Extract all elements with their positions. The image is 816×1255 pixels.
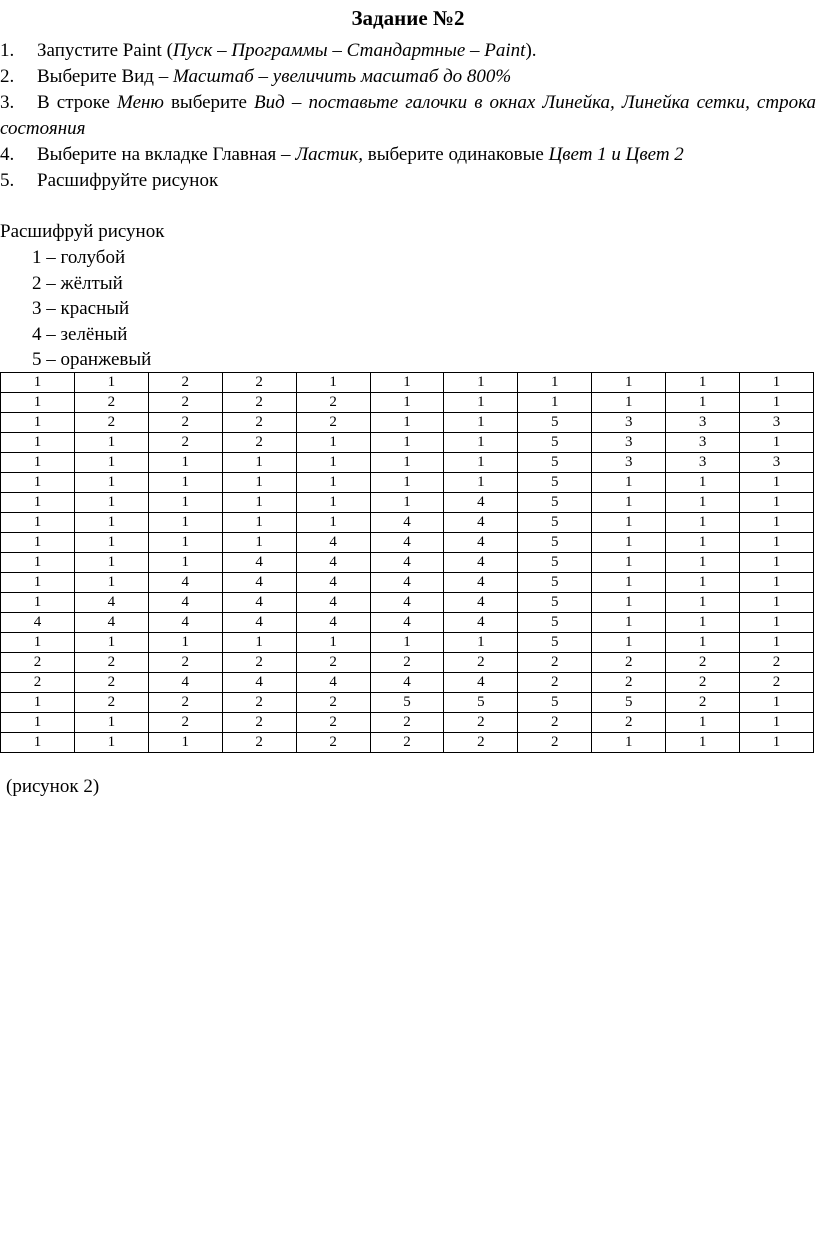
grid-cell: 1 (370, 493, 444, 513)
grid-cell: 1 (148, 633, 222, 653)
grid-cell: 3 (740, 413, 814, 433)
grid-cell: 5 (444, 693, 518, 713)
grid-cell: 1 (1, 593, 75, 613)
grid-cell: 2 (222, 433, 296, 453)
grid-cell: 2 (222, 713, 296, 733)
grid-cell: 1 (296, 433, 370, 453)
step-text-italic: Меню (117, 92, 164, 113)
grid-cell: 1 (444, 373, 518, 393)
grid-cell: 1 (222, 513, 296, 533)
grid-cell: 4 (222, 553, 296, 573)
grid-cell: 4 (444, 553, 518, 573)
grid-cell: 1 (518, 393, 592, 413)
grid-cell: 1 (592, 493, 666, 513)
grid-cell: 4 (444, 533, 518, 553)
figure-caption: (рисунок 2) (6, 776, 100, 797)
grid-cell: 1 (1, 513, 75, 533)
grid-cell: 1 (444, 473, 518, 493)
grid-cell: 2 (148, 433, 222, 453)
grid-row (1, 473, 814, 493)
grid-cell: 2 (444, 733, 518, 753)
grid-cell: 1 (74, 473, 148, 493)
step-number: 3. (0, 92, 15, 113)
grid-cell: 5 (518, 433, 592, 453)
step-text-italic: Цвет 1 и Цвет 2 (548, 144, 684, 165)
grid-cell: 1 (370, 453, 444, 473)
grid-cell: 1 (1, 693, 75, 713)
grid-cell: 2 (518, 713, 592, 733)
grid-cell: 1 (740, 613, 814, 633)
grid-cell: 1 (740, 513, 814, 533)
grid-cell: 5 (592, 693, 666, 713)
grid-cell: 1 (740, 713, 814, 733)
grid-cell: 4 (370, 533, 444, 553)
instruction-step (0, 64, 816, 90)
grid-row (1, 553, 814, 573)
grid-row (1, 513, 814, 533)
grid-cell: 2 (592, 653, 666, 673)
grid-cell: 1 (222, 473, 296, 493)
grid-cell: 3 (666, 413, 740, 433)
grid-cell: 2 (74, 393, 148, 413)
grid-cell: 2 (518, 673, 592, 693)
grid-cell: 1 (222, 493, 296, 513)
grid-cell: 1 (592, 473, 666, 493)
grid-cell: 5 (518, 633, 592, 653)
grid-cell: 4 (370, 673, 444, 693)
grid-cell: 2 (222, 733, 296, 753)
grid-cell: 2 (370, 653, 444, 673)
grid-row (1, 393, 814, 413)
step-text-italic: Пуск – Программы – Стандартные – Paint (172, 40, 526, 61)
instruction-step (0, 142, 816, 168)
grid-cell: 1 (296, 633, 370, 653)
step-number: 4. (0, 144, 15, 165)
step-text: В строке (37, 92, 118, 113)
grid-cell: 1 (666, 633, 740, 653)
grid-cell: 1 (74, 553, 148, 573)
instruction-step (0, 38, 816, 64)
grid-cell: 5 (518, 613, 592, 633)
grid-cell: 1 (666, 553, 740, 573)
grid-cell: 1 (370, 373, 444, 393)
grid-cell: 1 (148, 553, 222, 573)
grid-cell: 1 (740, 573, 814, 593)
grid-cell: 1 (296, 513, 370, 533)
grid-cell: 4 (148, 593, 222, 613)
grid-cell: 1 (222, 453, 296, 473)
legend-item: 2 – жёлтый (32, 272, 123, 294)
grid-cell: 1 (666, 373, 740, 393)
grid-cell: 4 (296, 613, 370, 633)
grid-cell: 2 (296, 653, 370, 673)
grid-cell: 3 (666, 453, 740, 473)
grid-cell: 1 (666, 593, 740, 613)
grid-cell: 2 (222, 653, 296, 673)
grid-cell: 1 (296, 373, 370, 393)
grid-cell: 2 (148, 393, 222, 413)
grid-cell: 1 (296, 493, 370, 513)
grid-cell: 2 (74, 693, 148, 713)
step-text: ). (525, 40, 537, 61)
grid-cell: 4 (370, 573, 444, 593)
grid-cell: 2 (740, 653, 814, 673)
grid-cell: 1 (1, 553, 75, 573)
grid-cell: 1 (740, 553, 814, 573)
decode-heading: Расшифруй рисунок (0, 221, 165, 242)
grid-cell: 1 (666, 473, 740, 493)
grid-cell: 1 (148, 473, 222, 493)
grid-cell: 2 (444, 653, 518, 673)
grid-cell: 4 (296, 673, 370, 693)
grid-cell: 1 (740, 493, 814, 513)
grid-cell: 2 (148, 693, 222, 713)
grid-cell: 4 (222, 573, 296, 593)
page-title: Задание №2 (351, 6, 465, 30)
grid-cell: 1 (1, 533, 75, 553)
grid-cell: 4 (1, 613, 75, 633)
grid-cell: 5 (518, 593, 592, 613)
grid-cell: 3 (592, 413, 666, 433)
grid-cell: 1 (666, 513, 740, 533)
grid-cell: 4 (222, 593, 296, 613)
grid-cell: 1 (666, 733, 740, 753)
grid-cell: 3 (740, 453, 814, 473)
grid-cell: 2 (222, 413, 296, 433)
grid-cell: 1 (1, 373, 75, 393)
grid-cell: 1 (1, 573, 75, 593)
step-text-italic: Масштаб – увеличить масштаб до 800% (172, 66, 512, 87)
grid-cell: 2 (444, 713, 518, 733)
grid-row (1, 653, 814, 673)
grid-cell: 4 (74, 613, 148, 633)
color-legend (32, 245, 151, 373)
grid-cell: 2 (666, 673, 740, 693)
grid-cell: 1 (444, 453, 518, 473)
grid-cell: 5 (370, 693, 444, 713)
grid-cell: 1 (1, 433, 75, 453)
grid-row (1, 373, 814, 393)
grid-cell: 1 (740, 433, 814, 453)
grid-row (1, 573, 814, 593)
grid-cell: 2 (148, 713, 222, 733)
grid-cell: 5 (518, 453, 592, 473)
grid-cell: 1 (666, 393, 740, 413)
grid-row (1, 713, 814, 733)
grid-cell: 2 (592, 713, 666, 733)
grid-cell: 4 (296, 533, 370, 553)
grid-cell: 1 (148, 513, 222, 533)
grid-cell: 4 (370, 553, 444, 573)
grid-cell: 4 (370, 593, 444, 613)
grid-cell: 5 (518, 493, 592, 513)
grid-cell: 5 (518, 693, 592, 713)
grid-cell: 3 (666, 433, 740, 453)
grid-cell: 2 (666, 653, 740, 673)
grid-row (1, 733, 814, 753)
grid-cell: 1 (370, 413, 444, 433)
legend-item: 5 – оранжевый (32, 349, 152, 370)
grid-cell: 5 (518, 413, 592, 433)
grid-cell: 5 (518, 573, 592, 593)
grid-row (1, 613, 814, 633)
step-text: Выберите на вкладке Главная – (37, 144, 296, 165)
grid-cell: 1 (370, 473, 444, 493)
grid-cell: 1 (592, 593, 666, 613)
grid-cell: 2 (222, 393, 296, 413)
grid-row (1, 533, 814, 553)
grid-cell: 1 (666, 493, 740, 513)
grid-cell: 4 (370, 613, 444, 633)
legend-item: 4 – зелёный (32, 323, 128, 345)
grid-row (1, 593, 814, 613)
grid-cell: 1 (74, 493, 148, 513)
grid-cell: 1 (148, 733, 222, 753)
grid-cell: 4 (444, 573, 518, 593)
step-number: 1. (0, 40, 15, 61)
grid-cell: 2 (222, 373, 296, 393)
grid-cell: 1 (740, 533, 814, 553)
step-text: Выберите Вид – (37, 66, 173, 87)
step-text: выберите (163, 92, 255, 113)
instruction-step (0, 90, 816, 142)
grid-cell: 3 (592, 433, 666, 453)
grid-cell: 1 (74, 453, 148, 473)
grid-row (1, 633, 814, 653)
instruction-step (0, 168, 816, 194)
grid-cell: 5 (518, 473, 592, 493)
grid-cell: 1 (592, 513, 666, 533)
grid-cell: 1 (74, 513, 148, 533)
grid-cell: 4 (444, 513, 518, 533)
grid-cell: 1 (740, 693, 814, 713)
grid-cell: 2 (370, 713, 444, 733)
grid-cell: 1 (296, 473, 370, 493)
grid-cell: 2 (518, 733, 592, 753)
grid-cell: 4 (296, 573, 370, 593)
grid-cell: 2 (296, 713, 370, 733)
grid-cell: 2 (296, 693, 370, 713)
grid-cell: 3 (592, 453, 666, 473)
grid-cell: 1 (74, 713, 148, 733)
grid-cell: 1 (1, 453, 75, 473)
grid-cell: 1 (370, 633, 444, 653)
grid-cell: 2 (592, 673, 666, 693)
grid-cell: 1 (370, 393, 444, 413)
grid-cell: 2 (1, 673, 75, 693)
grid-cell: 1 (518, 373, 592, 393)
grid-cell: 4 (444, 613, 518, 633)
grid-cell: 1 (74, 633, 148, 653)
step-text: Расшифруйте рисунок (37, 170, 219, 191)
grid-cell: 1 (74, 373, 148, 393)
grid-cell: 1 (740, 373, 814, 393)
grid-cell: 1 (740, 733, 814, 753)
grid-cell: 5 (518, 533, 592, 553)
grid-row (1, 453, 814, 473)
grid-cell: 1 (740, 633, 814, 653)
grid-cell: 1 (592, 393, 666, 413)
grid-cell: 1 (444, 413, 518, 433)
grid-cell: 1 (296, 453, 370, 473)
grid-row (1, 493, 814, 513)
grid-cell: 1 (148, 533, 222, 553)
grid-row (1, 433, 814, 453)
grid-cell: 1 (1, 713, 75, 733)
grid-cell: 1 (592, 553, 666, 573)
legend-item: 1 – голубой (32, 247, 126, 268)
grid-cell: 5 (518, 553, 592, 573)
grid-cell: 1 (740, 593, 814, 613)
grid-cell: 5 (518, 513, 592, 533)
step-number: 2. (0, 66, 15, 87)
grid-cell: 1 (592, 533, 666, 553)
grid-cell: 4 (296, 553, 370, 573)
grid-cell: 4 (444, 493, 518, 513)
grid-cell: 1 (592, 633, 666, 653)
grid-cell: 1 (74, 433, 148, 453)
grid-cell: 4 (296, 593, 370, 613)
grid-cell: 2 (222, 693, 296, 713)
grid-cell: 2 (518, 653, 592, 673)
grid-cell: 4 (222, 613, 296, 633)
grid-row (1, 693, 814, 713)
grid-cell: 2 (148, 373, 222, 393)
grid-cell: 1 (592, 733, 666, 753)
grid-cell: 4 (222, 673, 296, 693)
grid-cell: 1 (592, 373, 666, 393)
grid-cell: 2 (296, 393, 370, 413)
grid-cell: 1 (666, 713, 740, 733)
grid-cell: 2 (370, 733, 444, 753)
grid-row (1, 673, 814, 693)
grid-cell: 2 (666, 693, 740, 713)
grid-cell: 4 (148, 573, 222, 593)
grid-cell: 1 (444, 393, 518, 413)
grid-cell: 1 (666, 613, 740, 633)
grid-cell: 1 (1, 633, 75, 653)
grid-cell: 1 (1, 733, 75, 753)
grid-cell: 2 (74, 673, 148, 693)
grid-cell: 1 (222, 533, 296, 553)
grid-cell: 1 (592, 613, 666, 633)
grid-cell: 1 (1, 473, 75, 493)
grid-cell: 1 (666, 533, 740, 553)
legend-item: 3 – красный (32, 298, 130, 319)
grid-cell: 4 (148, 613, 222, 633)
grid-cell: 1 (74, 533, 148, 553)
grid-cell: 2 (74, 653, 148, 673)
grid-cell: 1 (148, 453, 222, 473)
grid-cell: 1 (1, 393, 75, 413)
step-number: 5. (0, 170, 15, 191)
grid-cell: 1 (74, 573, 148, 593)
instruction-list (0, 38, 816, 194)
grid-cell: 4 (444, 673, 518, 693)
grid-cell: 1 (370, 433, 444, 453)
grid-cell: 2 (296, 413, 370, 433)
grid-cell: 1 (222, 633, 296, 653)
grid-cell: 1 (666, 573, 740, 593)
grid-cell: 2 (1, 653, 75, 673)
grid-cell: 1 (740, 473, 814, 493)
grid-cell: 1 (1, 413, 75, 433)
grid-cell: 2 (148, 653, 222, 673)
grid-cell: 1 (148, 493, 222, 513)
grid-cell: 1 (444, 433, 518, 453)
step-text: выберите одинаковые (362, 144, 549, 165)
grid-cell: 1 (444, 633, 518, 653)
pixel-grid-table (0, 372, 814, 753)
grid-cell: 4 (370, 513, 444, 533)
grid-cell: 1 (740, 393, 814, 413)
grid-cell: 4 (444, 593, 518, 613)
grid-cell: 2 (148, 413, 222, 433)
step-text-italic: Вид – поставьте галочки в окнах Линейка, Линейка сетки, строка состояния (0, 92, 816, 139)
grid-cell: 4 (148, 673, 222, 693)
grid-cell: 2 (740, 673, 814, 693)
step-text: Запустите Paint ( (37, 40, 173, 61)
step-text-italic: Ластик, (295, 144, 363, 165)
grid-cell: 2 (296, 733, 370, 753)
grid-cell: 1 (74, 733, 148, 753)
grid-row (1, 413, 814, 433)
grid-cell: 1 (592, 573, 666, 593)
grid-cell: 2 (74, 413, 148, 433)
grid-cell: 4 (74, 593, 148, 613)
grid-cell: 1 (1, 493, 75, 513)
